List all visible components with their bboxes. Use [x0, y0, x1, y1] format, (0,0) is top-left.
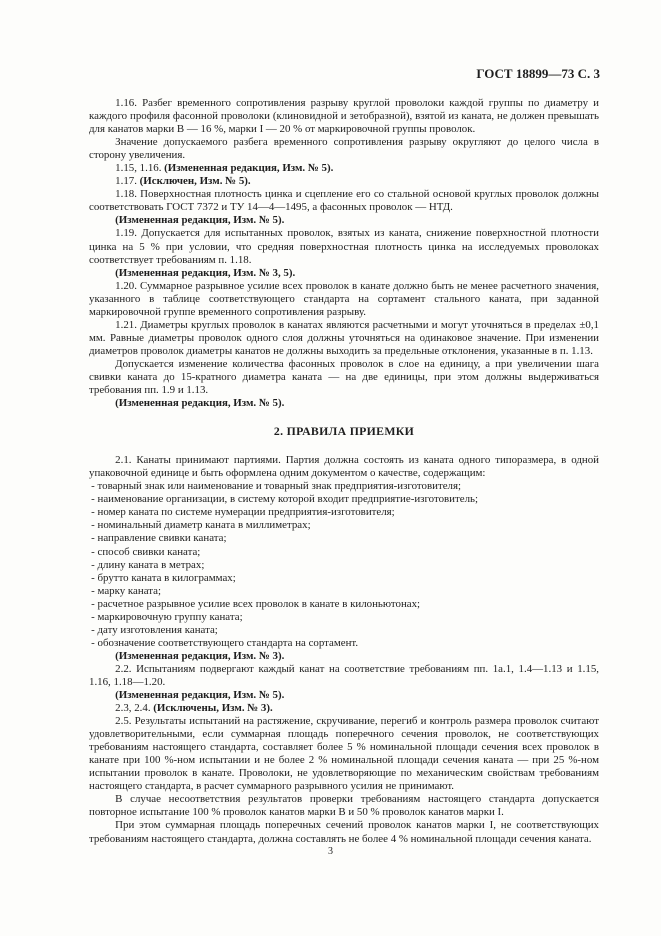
list-item: - длину каната в метрах; [91, 558, 205, 571]
section-1-continued [89, 97, 599, 410]
list-item: - расчетное разрывное усилие всех проволок в канате в килоньютонах; [91, 597, 421, 610]
amendment-note: (Измененная редакция, Изм. № 5). [115, 689, 285, 702]
amendment-note: (Исключен, Изм. № 5). [139, 175, 251, 188]
document-body [89, 97, 599, 846]
paragraph: 1.20. Суммарное разрывное усилие всех проволок в канате должно быть не менее расчетного значения, указанного в таблице соответствующего стандарта на сортамент стального каната, при заданной маркировочной группе временного сопротивления разрыву. [89, 279, 599, 318]
paragraph: При этом суммарная площадь поперечных сечений проволок канатов марки I, не соответствующих требованиям настоящего стандарта, должна составлять не более 4 % номинальной площади сечения каната. [89, 819, 599, 845]
list-item: - товарный знак или наименование и товарный знак предприятия-изготовителя; [91, 480, 462, 493]
list-item: - номинальный диаметр каната в миллиметрах; [91, 519, 311, 532]
clause-number: 1.15, 1.16. [115, 162, 165, 175]
amendment-note: (Измененная редакция, Изм. № 3). [115, 649, 285, 662]
list-item: - дату изготовления каната; [91, 623, 218, 636]
paragraph [89, 162, 599, 175]
list-item: - направление свивки каната; [91, 532, 227, 545]
amendment-note: (Измененная редакция, Изм. № 5). [115, 214, 285, 227]
page-header: ГОСТ 18899—73 С. 3 [476, 66, 600, 81]
clause-number: 2.3, 2.4. [115, 702, 154, 715]
paragraph: 2.1. Канаты принимают партиями. Партия должна состоять из каната одного типоразмера, в одной упаковочной единице и быть оформлена одним документом о качестве, содержащим: [89, 454, 599, 480]
paragraph: В случае несоответствия результатов проверки требованиям настоящего стандарта допускается повторное испытание 100 % проволок канатов марки В и 50 % проволок канатов марки I. [89, 793, 599, 819]
paragraph [89, 702, 599, 715]
list-item: - брутто каната в килограммах; [91, 571, 236, 584]
paragraph: 2.2. Испытаниям подвергают каждый канат на соответствие требованиям пп. 1а.1, 1.4—1.13 и 1.15, 1.16, 1.18—1.20. [89, 662, 599, 688]
paragraph: 1.21. Диаметры круглых проволок в канатах являются расчетными и могут уточняться в пределах ±0,1 мм. Равные диаметры проволок одного слоя должны уточняться на одинаковое значение. При изменении диаметров проволок диаметры канатов не должны выходить за предельные отклонения, указанные в п. 1.13. [89, 318, 599, 357]
paragraph: 2.5. Результаты испытаний на растяжение, скручивание, перегиб и контроль размера проволок считают удовлетворительными, если суммарная площадь поперечного сечения проволок, не соответствующих требованиям настоящего стандарта, составляет более 5 % номинальной площади сечения всех проволок в канате при 100 %-ном испытании и не более 2 % номинальной площади сечения каната — при 25 %-ном испытании проволок в канате. Проволоки, не удовлетворяющие по механическим свойствам требованиям настоящего стандарта, в расчет суммарного разрывного усилия не принимают. [89, 715, 599, 793]
amendment-note: (Измененная редакция, Изм. № 5). [164, 162, 334, 175]
paragraph: 1.19. Допускается для испытанных проволок, взятых из каната, снижение поверхностной плотности цинка на 5 % при условии, что средняя поверхностная плотность цинка на исследуемых проволоках соответствует требованиям п. 1.18. [89, 227, 599, 266]
paragraph: 1.18. Поверхностная плотность цинка и сцепление его со стальной основой круглых проволок должны соответствовать ГОСТ 7372 и ТУ 14—4—1495, а фасонных проволок — НТД. [89, 188, 599, 214]
list-item: - маркировочную группу каната; [91, 610, 243, 623]
list-item: - обозначение соответствующего стандарта на сортамент. [91, 636, 359, 649]
section-2-acceptance-rules [89, 454, 599, 845]
page-number: 3 [328, 846, 333, 857]
list-item: - способ свивки каната; [91, 545, 201, 558]
amendment-note: (Исключены, Изм. № 3). [153, 702, 273, 715]
list-item: - наименование организации, в систему которой входит предприятие-изготовитель; [91, 493, 479, 506]
paragraph: 1.16. Разбег временного сопротивления разрыву круглой проволоки каждой группы по диаметру и каждого профиля фасонной проволоки (клиновидной и зетобразной), взятой из каната, не должен превышать для канатов марки В — 16 %, марки I — 20 % от маркировочной группы проволок. [89, 97, 599, 136]
amendment-note: (Измененная редакция, Изм. № 5). [115, 397, 285, 410]
list-item: - номер каната по системе нумерации предприятия-изготовителя; [91, 506, 395, 519]
clause-number: 1.17. [115, 175, 140, 188]
paragraph: Значение допускаемого разбега временного сопротивления разрыву округляют до целого числа в сторону увеличения. [89, 136, 599, 162]
paragraph: Допускается изменение количества фасонных проволок в слое на единицу, а при увеличении шага свивки каната до 15-кратного диаметра каната — на две единицы, при этом должны выдерживаться требования пп. 1.9 и 1.13. [89, 357, 599, 397]
list-item: - марку каната; [91, 584, 162, 597]
section-heading: 2. ПРАВИЛА ПРИЕМКИ [273, 424, 415, 439]
amendment-note: (Измененная редакция, Изм. № 3, 5). [115, 266, 296, 279]
paragraph [89, 175, 599, 188]
